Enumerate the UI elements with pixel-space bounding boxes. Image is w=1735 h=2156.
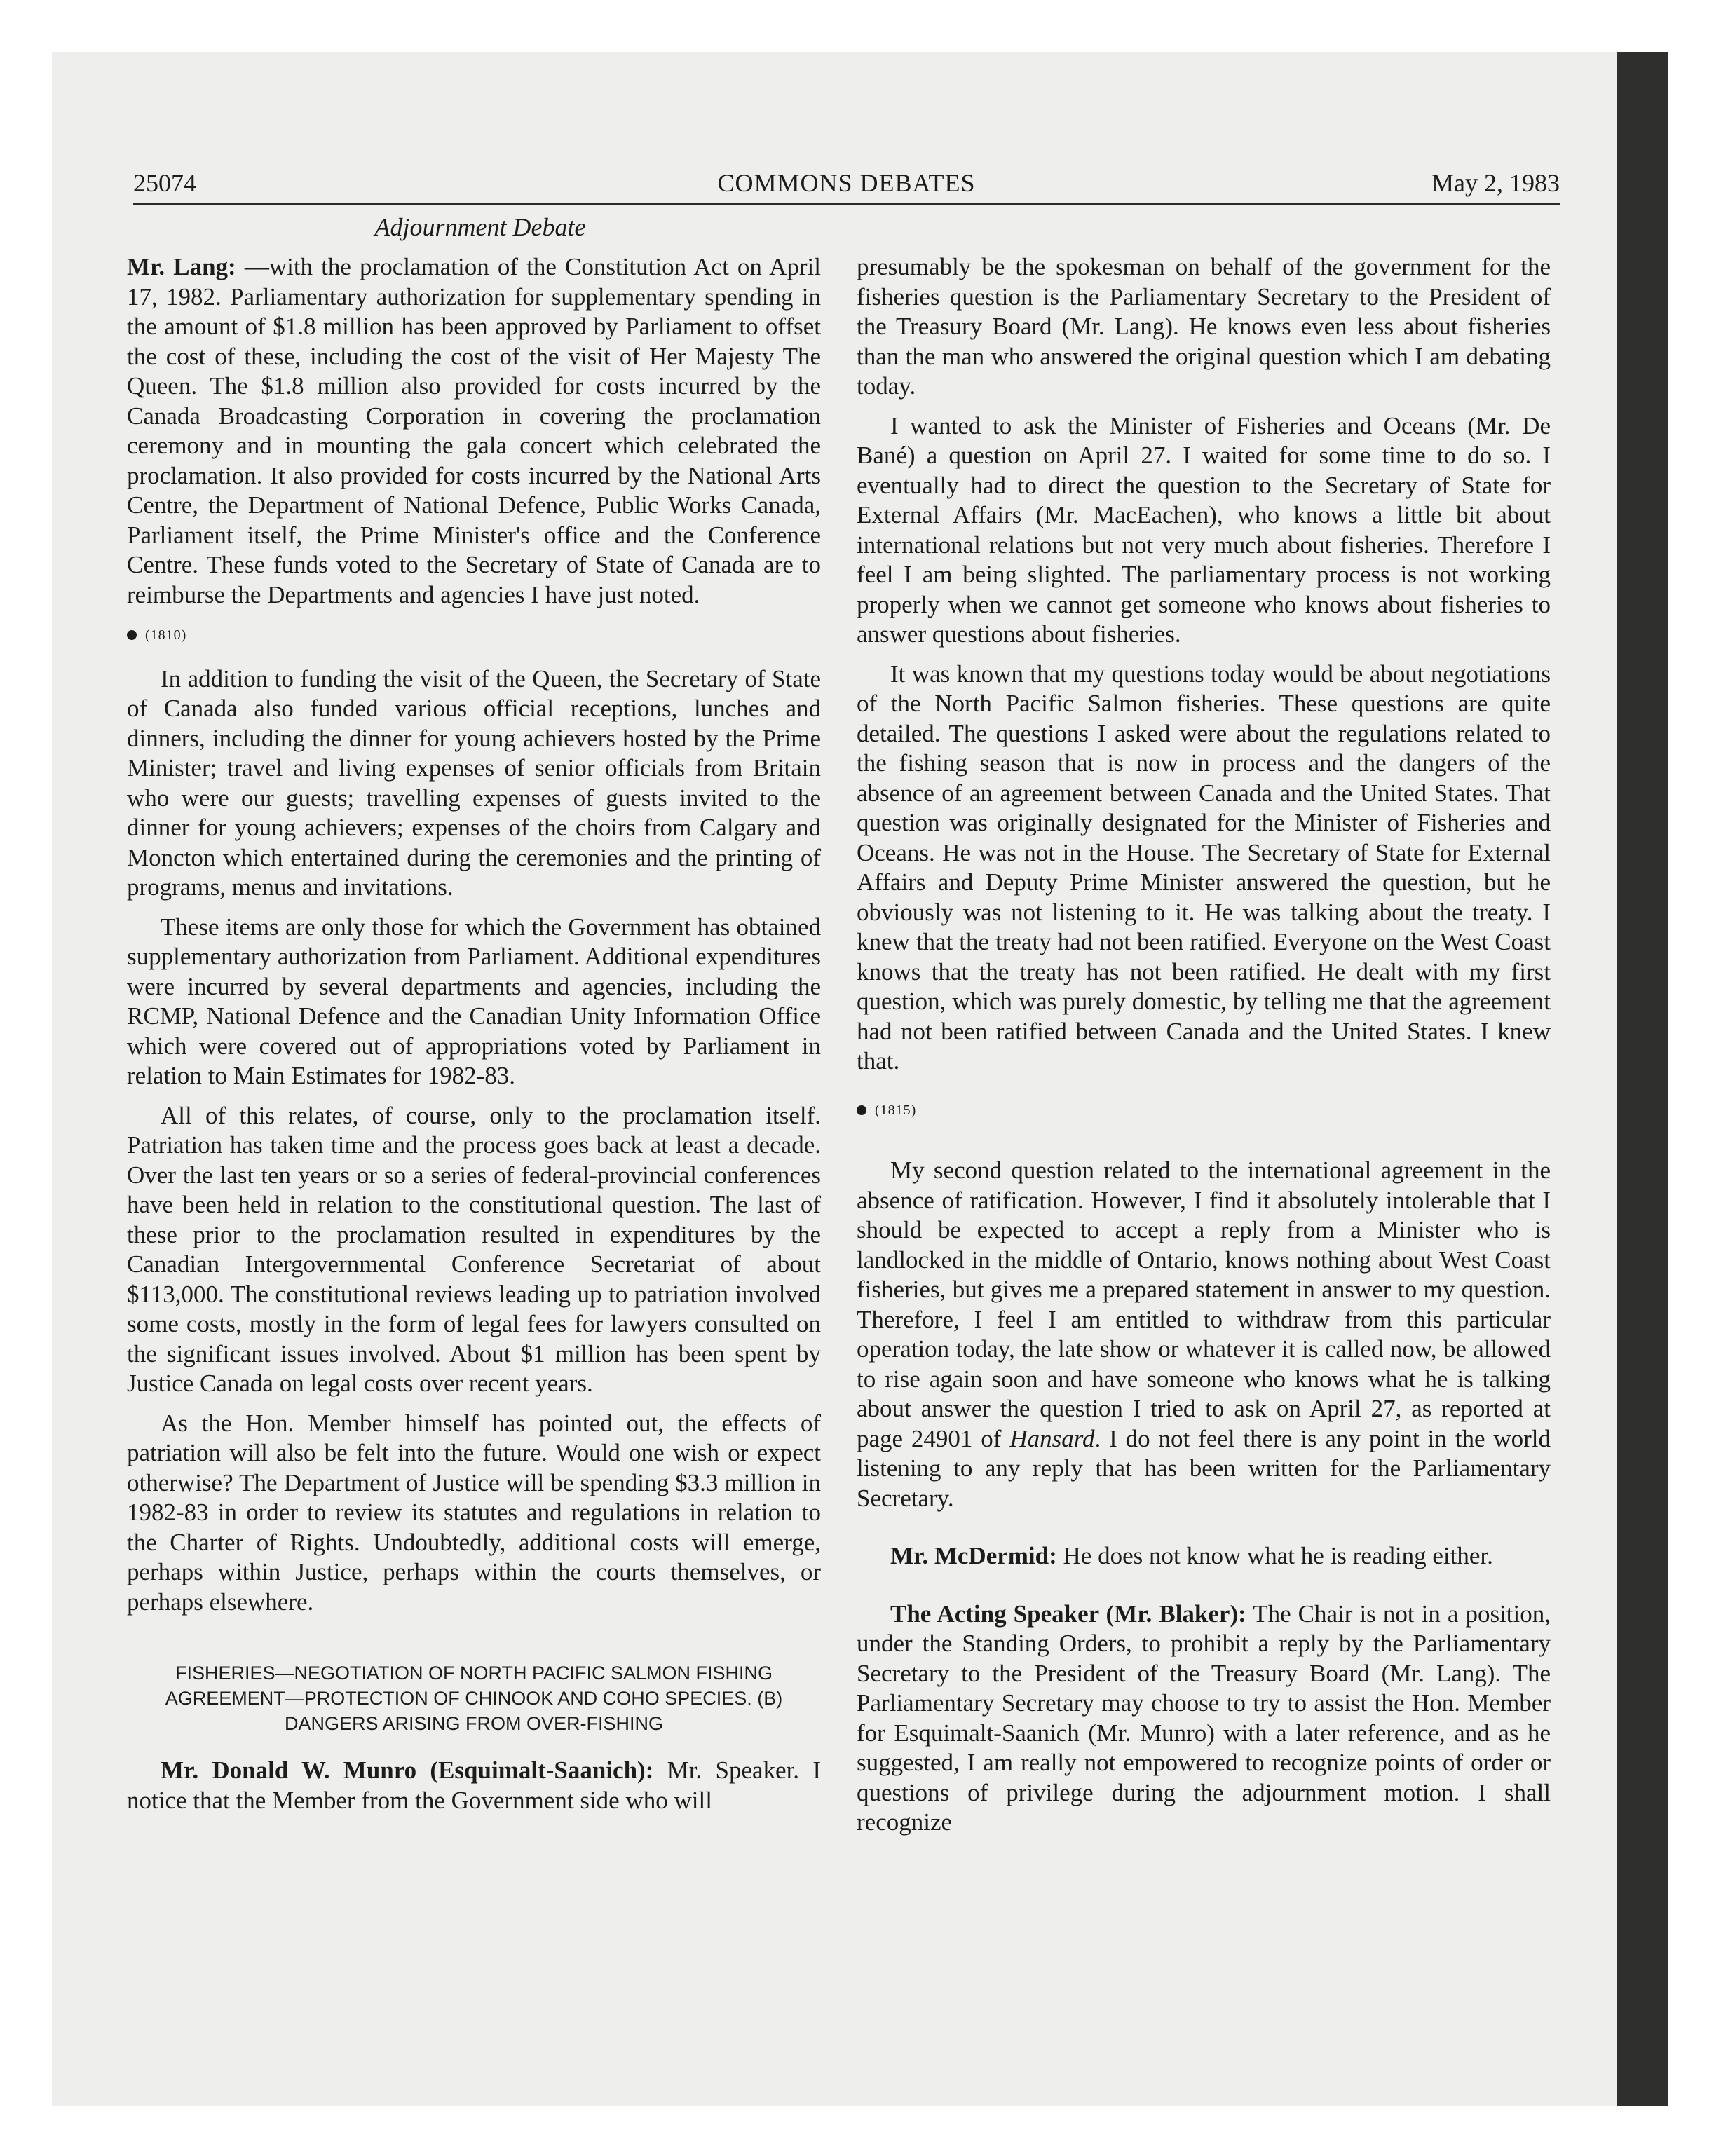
speech-text: —with the proclamation of the Constitution Act on April 17, 1982. Parliamentary authorization for supplementary spending in the amount of $1.8 million has been approved by Parliament to offset the cost of these, including the cost of the visit of Her Majesty The Queen. The $1.8 million also provided for costs incurred by the Canada Broadcasting Corporation in covering the proclamation ceremony and in mounting the gala concert which celebrated the proclamation. It also provided for costs incurred by the National Arts Centre, the Department of National Defence, Public Works Canada, Parliament itself, the Prime Minister's office and the Conference Centre. These funds voted to the Secretary of State of Canada are to reimburse the Departments and agencies I have just noted. bbox=[127, 253, 821, 608]
speech-text: The Chair is not in a position, under the Standing Orders, to prohibit a reply by the Parliamentary Secretary to the President of the Treasury Board (Mr. Lang). The Parliamentary Secretary may choose to try to assist the Hon. Member for Esquimalt-Saanich (Mr. Munro) with a later reference, and as he suggested, I am really not empowered to recognize points of order or questions of privilege during the adjournment motion. I shall recognize bbox=[857, 1599, 1551, 1836]
speech-text: Mr. Speaker. I notice that the Member from the Government side who will bbox=[127, 1756, 821, 1814]
paragraph: In addition to funding the visit of the Queen, the Secretary of State of Canada also funded various official receptions, lunches and dinners, including the dinner for young achievers hosted by the Prime Minister; travel and living expenses of senior officials from Britain who were our guests; travelling expenses of guests invited to the dinner for young achievers; expenses of the choirs from Calgary and Moncton which entertained during the ceremonies and the printing of programs, menus and invitations. bbox=[127, 664, 821, 901]
time-marker: (1815) bbox=[857, 1095, 1551, 1126]
paragraph: As the Hon. Member himself has pointed out, the effects of patriation will also be felt into the future. Would one wish or expect otherwise? The Department of Justice will be spending $3.3 million in 1982-83 in order to review its statutes and regulations in relation to the Charter of Rights. Undoubtedly, additional costs will emerge, perhaps within Justice, perhaps within the courts themselves, or perhaps elsewhere. bbox=[127, 1409, 821, 1616]
time-marker: (1810) bbox=[127, 620, 821, 650]
paragraph: My second question related to the international agreement in the absence of ratification. However, I find it absolutely intolerable that I should be expected to accept a reply from a Minister who is landlocked in the middle of Ontario, knows nothing about West Coast fisheries, but gives me a prepared statement in answer to my question. Therefore, I feel I am entitled to withdraw from this particular operation today, the late show or whatever it is called now, be allowed to rise again soon and have someone who knows what he is talking about answer the question I tried to ask on April 27, as reported at page 24901 of Hansard. I do not feel there is any point in the world listening to any reply that has been written for the Parliamentary Secretary. bbox=[857, 1157, 1551, 1512]
running-header bbox=[133, 163, 1560, 205]
paragraph bbox=[857, 1541, 1551, 1571]
speech-text: He does not know what he is reading either. bbox=[1056, 1542, 1493, 1570]
paragraph bbox=[127, 1756, 821, 1815]
paragraph bbox=[127, 252, 821, 610]
publication-name: Hansard bbox=[1009, 1424, 1095, 1452]
section-label: Adjournment Debate bbox=[374, 213, 586, 241]
issue-date: May 2, 1983 bbox=[1431, 169, 1560, 197]
paragraph: All of this relates, of course, only to the proclamation itself. Patriation has taken time and the process goes back at least a decade. Over the last ten years or so a series of federal-provincial conferences have been held in relation to the constitutional question. The last of these prior to the proclamation resulted in expenditures by the Canadian Intergovernmental Conference Secretariat of about $113,000. The constitutional reviews leading up to patriation involved some costs, mostly in the form of legal fees for lawyers consulted on the significant issues involved. About $1 million has been spent by Justice Canada on legal costs over recent years. bbox=[127, 1101, 821, 1398]
speaker-name: Mr. McDermid: bbox=[890, 1542, 1057, 1570]
right-column bbox=[857, 252, 1551, 1848]
paragraph: I wanted to ask the Minister of Fisheries and Oceans (Mr. De Bané) a question on April 27. I waited for some time to do so. I eventually had to direct the question to the Secretary of State for External Affairs (Mr. MacEachen), who knows a little bit about international relations but not very much about fisheries. Therefore I feel I am being slighted. The parliamentary process is not working properly when we cannot get someone who knows about fisheries to answer questions about fisheries. bbox=[857, 411, 1551, 648]
speaker-name: The Acting Speaker (Mr. Blaker): bbox=[890, 1599, 1246, 1628]
speaker-name: Mr. Donald W. Munro (Esquimalt-Saanich): bbox=[161, 1756, 654, 1785]
bullet-icon bbox=[857, 1105, 866, 1115]
paragraph: It was known that my questions today would be about negotiations of the North Pacific Salmon fisheries. These questions are quite detailed. The questions I asked were about the regulations related to the fishing season that is now in process and the dangers of the absence of an agreement between Canada and the United States. That question was originally designated for the Minister of Fisheries and Oceans. He was not in the House. The Secretary of State for External Affairs and Deputy Prime Minister answered the question, but he obviously was not listening to it. He was talking about the treaty. I knew that the treaty had not been ratified. Everyone on the West Coast knows that the treaty has not been ratified. He dealt with my first question, which was purely domestic, by telling me that the agreement had not been ratified between Canada and the United States. I knew that. bbox=[857, 660, 1551, 1074]
page-number: 25074 bbox=[133, 169, 196, 197]
left-column bbox=[127, 252, 821, 1825]
paragraph: These items are only those for which the Government has obtained supplementary authorization from Parliament. Additional expenditures were incurred by several departments and agencies, including the RCMP, National Defence and the Canadian Unity Information Office which were covered out of appropriations voted by Parliament in relation to Main Estimates for 1982-83. bbox=[127, 913, 821, 1090]
binding-edge bbox=[1617, 52, 1668, 2106]
bullet-icon bbox=[127, 630, 137, 640]
speaker-name: Mr. Lang: bbox=[127, 253, 236, 280]
paragraph: presumably be the spokesman on behalf of the government for the fisheries question is the Parliamentary Secretary to the President of the Treasury Board (Mr. Lang). He knows even less about fisheries than the man who answered the original question which I am debating today. bbox=[857, 253, 1551, 400]
paragraph bbox=[857, 1599, 1551, 1838]
subject-heading: FISHERIES—NEGOTIATION OF NORTH PACIFIC SALMON FISHING AGREEMENT—PROTECTION OF CHINOOK AND COHO SPECIES. (B) DANGERS ARISING FROM OVER-FISHING bbox=[165, 1663, 783, 1735]
publication-title: COMMONS DEBATES bbox=[717, 169, 976, 197]
